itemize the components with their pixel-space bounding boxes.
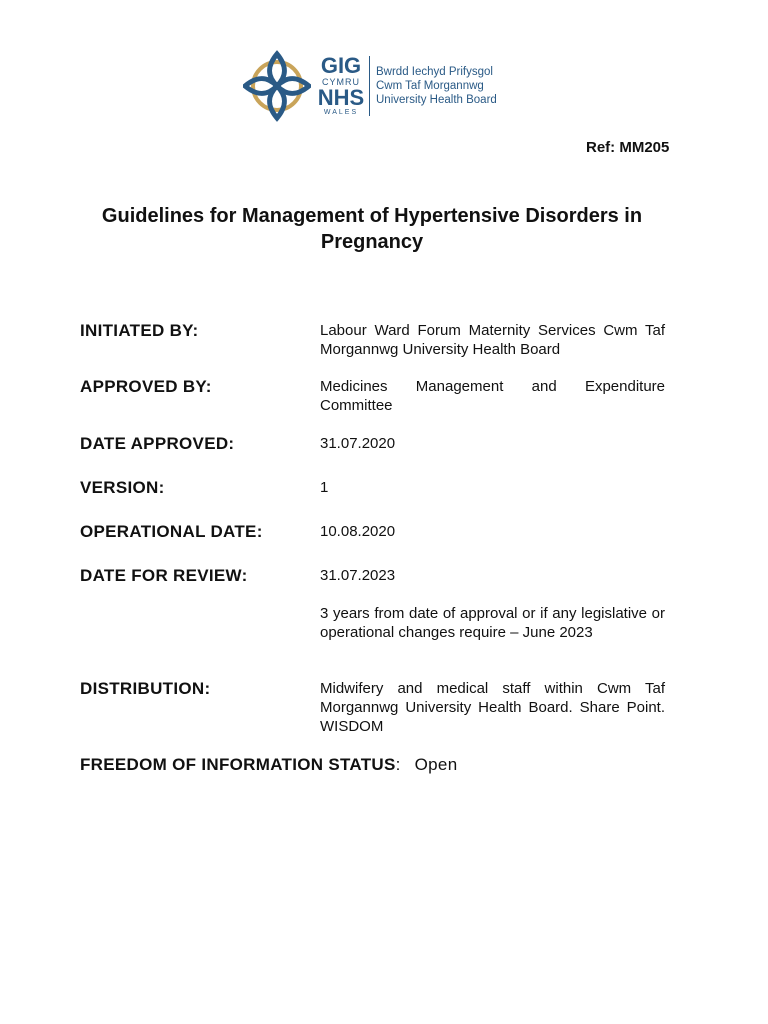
foi-value: Open: [414, 755, 458, 774]
logo-divider: [369, 56, 370, 116]
date-approved-value: 31.07.2020: [320, 435, 396, 452]
initiated-by-value: Labour Ward Forum Maternity Services Cwm Taf Morgannwg University Health Board: [320, 322, 665, 358]
version-value: 1: [320, 479, 329, 496]
version-label: VERSION:: [80, 478, 165, 497]
celtic-knot-logo-icon: [243, 50, 311, 122]
date-for-review-value: 31.07.2023: [320, 567, 396, 584]
initiated-by-label: INITIATED BY:: [80, 321, 199, 340]
foi-colon: :: [395, 755, 401, 774]
board-name-line-1: Bwrdd Iechyd Prifysgol: [376, 66, 493, 78]
logo-wales-text: WALES: [323, 109, 359, 116]
date-for-review-label: DATE FOR REVIEW:: [80, 566, 248, 585]
approved-by-label: APPROVED BY:: [80, 377, 212, 396]
document-title: Guidelines for Management of Hypertensive Disorders in Pregnancy: [101, 205, 643, 253]
operational-date-value: 10.08.2020: [320, 523, 396, 540]
health-board-logo: [243, 50, 497, 122]
board-name: [376, 65, 497, 107]
board-name-line-2: Cwm Taf Morgannwg: [376, 80, 484, 92]
approved-by-value: Medicines Management and Expenditure Committee: [320, 378, 665, 414]
distribution-label: DISTRIBUTION:: [80, 679, 211, 698]
date-approved-label: DATE APPROVED:: [80, 434, 235, 453]
foi-status: [80, 755, 457, 775]
foi-label: FREEDOM OF INFORMATION STATUS: [80, 755, 396, 774]
distribution-value: Midwifery and medical staff within Cwm Taf Morgannwg University Health Board. Share Point. WISDOM: [320, 680, 665, 735]
logo-cymru-text: CYMRU: [322, 77, 360, 87]
review-note-value: 3 years from date of approval or if any legislative or operational changes require – June 2023: [320, 605, 665, 641]
board-name-line-3: University Health Board: [376, 94, 497, 106]
logo-nhs-text: NHS: [317, 85, 365, 110]
document-ref: Ref: MM205: [586, 139, 670, 156]
logo-gig-text: GIG: [320, 53, 362, 78]
operational-date-label: OPERATIONAL DATE:: [80, 522, 263, 541]
